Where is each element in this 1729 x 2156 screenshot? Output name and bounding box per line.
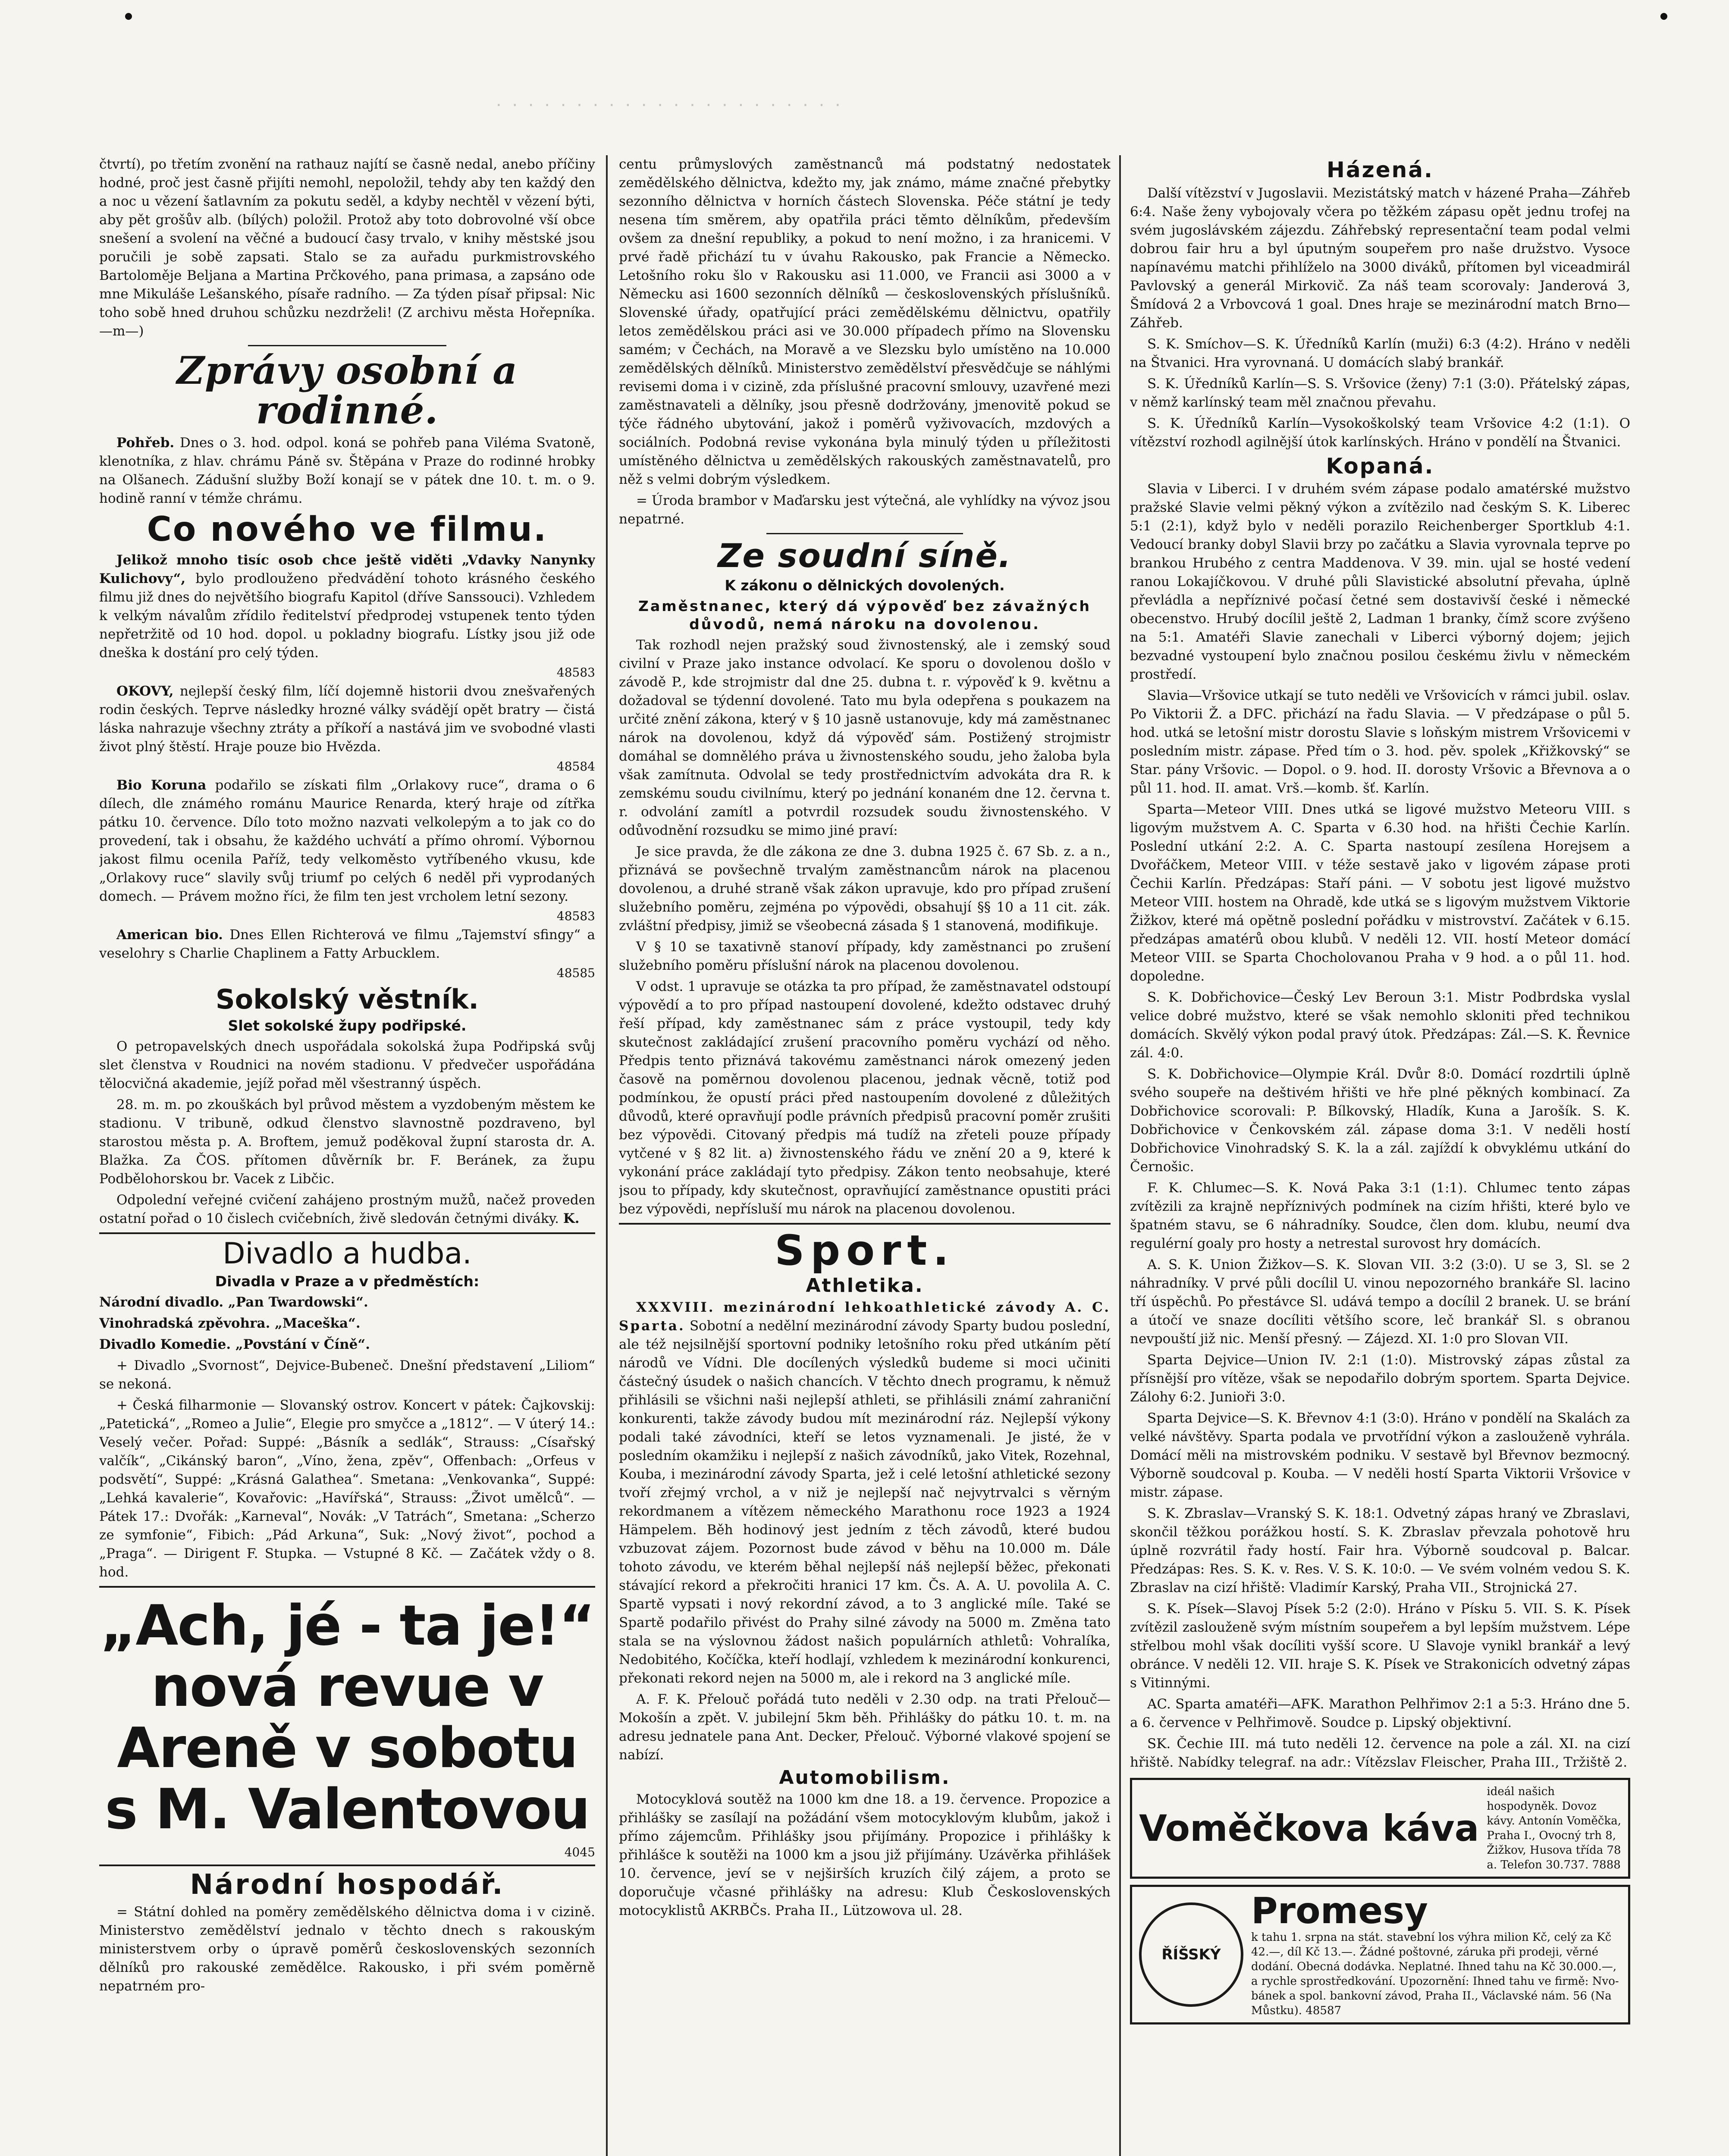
- bleed-through-text: . . . . . . . . . . . . . . . . . . . . . .: [496, 91, 843, 110]
- section-subtitle: Slet sokolské župy podřipské.: [228, 1017, 467, 1034]
- film-notice-text: bylo prodlouženo předvádění tohoto krásného českého filmu již dnes do největšího biografu Kapitol (dříve Sanssouci). Vzhledem k velkým návalům zřídilo ředitelství předprodej vstupenek tento týden nepřetržitě od 10 hod. dopol. u pokladny biografu. Lístky jsou již ode dneška k dostání pro celý týden.: [99, 570, 595, 661]
- paragraph: Slavia v Liberci. I v druhém svém zápase podalo amatérské mužstvo pražské Slavie velmi pěkný výkon a zvítězilo nad českým S. K. Liberec 5:1 (2:1), když bylo v neděli porazilo Reichenberger Sportklub 4:1. Vedoucí branky dobyl Slavii brzy po začátku a Slavia vyrovnala teprve po brankou Hrubého z centra Maddenova. V 39. min. ujal se hosté vedení ranou Lokajíčkovou. V druhé půli Slavistické absolutní převaha, úplně převládla a nepříznivé počasí četné sem dostavivší české i německé obecenstvo. Hrubý docílil ještě 2, Ladman 1 branky, čímž score zvýšeno na 5:1. Amatéři Slavie zanechali v Liberci výborný dojem; jejich bezvadné vystoupení bylo značnou posilou českému živlu v německém prostředí.: [1130, 481, 1630, 682]
- paragraph-lead: Jelikož mnoho tisíc osob chce ještě viděti „Vdavky Nanynky Kulichovy“,: [99, 552, 595, 586]
- section-title-zpravy: Zprávy osobní a rodinné.: [176, 348, 518, 433]
- paragraph: Další vítězství v Jugoslavii. Mezistátský match v házené Praha—Záhřeb 6:4. Naše ženy vybojovaly včera po těžkém zápasu opět jednu trofej na svém jugoslávském zájezdu. Záhřebský representační team podal velmi dobrou fair hru a byl úputným soupeřem pro naše družstvo. Vysoce napínavému matchi přihlíželo na 3000 diváků, přítomen byl viceadmirál Pavlovský a generál Mirkovič. Za náš team scorovaly: Janderová 3, Šmídová 2 a Vrbovcová 1 goal. Dnes hraje se mezinárodní match Brno—Záhřeb.: [1130, 185, 1630, 331]
- paragraph: 28. m. m. po zkouškách byl průvod městem a vyzdobeným městem ke stadionu. V tribuně, odkud členstvo slavnostně pozdraveno, byl starostou města p. A. Broftem, jemuž poděkoval župní starosta dr. A. Blažka. Za ČOS. přítomen důvěrník br. F. Beránek, za župu Podbělohorskou br. Vacek z Libčic.: [99, 1097, 595, 1187]
- paragraph: SK. Čechie III. má tuto neděli 12. července na pole a zál. XI. na cizí hřiště. Nabídky telegraf. na adr.: Vítězslav Fleischer, Praha III., Tržiště 2.: [1130, 1736, 1630, 1770]
- section-title-film: Co nového ve filmu.: [147, 510, 548, 549]
- section-divider: [99, 1232, 595, 1234]
- subsection-title-automobilism: Automobilism.: [779, 1766, 951, 1789]
- ad-number: 48585: [556, 965, 595, 980]
- column-1: [99, 155, 595, 2156]
- ad-number: 48584: [556, 759, 595, 774]
- obituary-text: Dnes o 3. hod. odpol. koná se pohřeb pana Viléma Svatoně, klenotníka, z hlav. chrámu Páně sv. Štěpána v Praze do rodinné hrobky na Olšanech. Zádušní služby Boží konají se v pátek dne 10. t. m. o 9. hodině ranní v témže chrámu.: [99, 435, 595, 506]
- section-divider: [99, 1865, 595, 1866]
- section-divider: [766, 533, 963, 534]
- paragraph: S. K. Úředníků Karlín—Vysokoškolský team Vršovice 4:2 (1:1). O vítězství rozhodl agilnější útok karlínských. Hráno v pondělí na Štvanici.: [1130, 415, 1630, 450]
- article-lead: Zaměstnanec, který dá výpověď bez závažných důvodů, nemá nároku na dovolenou.: [638, 597, 1091, 633]
- column-2: [619, 155, 1111, 2156]
- paragraph: S. K. Úředníků Karlín—S. S. Vršovice (ženy) 7:1 (3:0). Přátelský zápas, v němž karlínský team měl značnou převahu.: [1130, 376, 1630, 410]
- paragraph: Sparta Dejvice—S. K. Břevnov 4:1 (3:0). Hráno v pondělí na Skalách za velké návštěvy. Sparta podala ve prvotřídní výkon a zaslouženě vyhrála. Domácí měli na mistrovském podniku. V sestavě byl Břevnov bezmocný. Výborně soudcoval p. Kouba. — V neděli hostí Sparta Viktorii Vršovice v mistr. zápase.: [1130, 1410, 1630, 1500]
- paragraph-lead: Bio Koruna: [116, 777, 207, 793]
- film-notice-text: Dnes Ellen Richterová ve filmu „Tajemství sfingy“ a veselohry s Charlie Chaplinem a Fatty Arbucklem.: [99, 927, 595, 961]
- ad-line: nová revue v: [151, 1655, 543, 1720]
- section-title-narodni-hospodar: Národní hospodář.: [190, 1869, 505, 1901]
- section-divider: [248, 345, 446, 346]
- subsection-title-kopana: Kopaná.: [1326, 453, 1434, 479]
- paragraph: Sobotní a nedělní mezinárodní závody Sparty budou poslední, ale též nejsilnější sportovní podniky letošního roku před utkáním pětí národů ve Vídni. Dle docílených výsledků budeme si moci učiniti částečný úsudek o našich chancích. V těchto dnech programu, k němuž přihlásili se všichni naši nejlepší athleti, se přihlásili známí zahraniční konkurenti, takže závody budou mít mezinárodní ráz. Nejlepší výkony podali také závodníci, kteří se letos vyznamenali. Je jisté, že v posledním okamžiku i nejlepší z našich závodníků, jako Vitek, Rozehnal, Kouba, i mezinárodní závody Sparta, jež i celé letošní athletické sezony tvoří zřejmý vrchol, a v niž je nejlepší nač nejvytrvalci s věrným rekordmanem a vítězem německého Marathonu roce 1923 a 1924 Hämpelem. Běh hodinový jest jedním z těch závodů, které budou vzbuzovat zájem. Pozornost bude závod v běhu na 10.000 m. Dále tohoto závodu, ve kterém běhal nejlepší náš nejlepší běžec, překonati stávající rekord a překročiti hranici 17 km. Čs. A. A. U. povolila A. C. Spartě vypsati i nový rekordní závod, a to 3 anglické míle. Také se Spartě podařilo přivést do Prahy silné závody na 5000 m. Změna tato stala se na výslovnou žádost našich populárních athletů: Vohralíka, Nedobitého, Kočíčka, kteří hodlají, vzhledem k mezinárodní konkurenci, překonati rekord nejen na 5000 m, ale i rekord na 3 anglické míle.: [619, 1318, 1111, 1686]
- paragraph: Tak rozhodl nejen pražský soud živnostenský, ale i zemský soud civilní v Praze jako instance odvolací. Ke sporu o dovolenou došlo v závodě P., kde strojmistr dal dne 25. dubna t. r. výpověď k 9. květnu a dožadoval se týdenní dovolené. Tato mu byla odepřena s poukazem na určité znění zákona, který v § 10 jasně ustanovuje, kdy má zaměstnanec nárok na dovolenou, když dá výpověď sám. Postižený strojmistr domáhal se domnělého práva u živnostenského soudu, jeho žaloba byla však zamítnuta. Odvolal se tedy prostřednictvím advokáta dra R. k zemskému soudu civilnímu, který po jednání konaném dne 12. června t. r. odvolání zamítl a potvrdil rozsudek soudu živnostenského. V odůvodnění rozsudku se mimo jiné praví:: [619, 637, 1111, 838]
- section-title-sokol: Sokolský věstník.: [216, 983, 479, 1015]
- section-subtitle: Divadla v Praze a v předměstích:: [215, 1273, 480, 1290]
- ad-number: 4045: [564, 1845, 595, 1860]
- ad-line: Areně v sobotu: [117, 1716, 577, 1781]
- paragraph: F. K. Chlumec—S. K. Nová Paka 3:1 (1:1). Chlumec tento zápas zvítězili za krajně nepříznivých podmínek na cizím hřišti, které bylo ve špatném stavu, se 6 náhradníky. Soudce, člen dom. klubu, neumí dva regulérní goaly pro hosty a netrestal surovost hry domácích.: [1130, 1180, 1630, 1251]
- ad-title: Promesy: [1251, 1890, 1428, 1932]
- column-3: [1130, 155, 1630, 2156]
- paragraph: A. S. K. Union Žižkov—S. K. Slovan VII. 3:2 (3:0). U se 3, Sl. se 2 náhradníky. V prvé půli docílil U. vinou nepozorného brankáře Sl. lacino tří úspěchů. Po přestávce Sl. udává tempo a docílil 2 branek. U. se brání a útočí ve snaze docíliti většího score, leč brankář Sl. s obranou nevpouští již nic. Menší přesný. — Zájezd. XI. 1:0 pro Slovan VII.: [1130, 1257, 1630, 1347]
- theatre-listing: Vinohradská zpěvohra. „Maceška“.: [99, 1316, 361, 1332]
- lottery-badge-icon: ŘÍŠSKÝ: [1139, 1902, 1243, 2007]
- paragraph: Je sice pravda, že dle zákona ze dne 3. dubna 1925 č. 67 Sb. z. a n., přiznává se povšechně trvalým zaměstnancům nárok na placenou dovolenou, a druhé straně však zákon upravuje, kdo pro případ zrušení služebního poměru, zejména po výpovědi, obsahují §§ 10 a 11 cit. zák. zvláštní předpisy, jimiž se všeobecná zásada § 1 stanovená, modifikuje.: [619, 843, 1111, 934]
- section-subtitle: K zákonu o dělnických dovolených.: [725, 577, 1005, 594]
- ad-number: 48583: [556, 909, 595, 923]
- paragraph: Motocyklová soutěž na 1000 km dne 18. a 19. července. Propozice a přihlášky se zasílají na požádání všem motocyklovým klubům, jakož i přímo zájemcům. Přihlášky jsou přijímány. Propozice i přihlášky k přihlášce k soutěži na 1000 km a jsou již přijímány. Uzávěrka přihlášek 10. července, jeví se v nejširších kruzích čilý zájem, a proto se doporučuje včasné přihlášky na adresu: Klub Československých motocyklistů AKRBČs. Praha II., Lützowova ul. 28.: [619, 1791, 1111, 1918]
- ad-line: „Ach, jé - ta je!“: [100, 1594, 594, 1658]
- paragraph: Slavia—Vršovice utkají se tuto neděli ve Vršovicích v rámci jubil. oslav. Po Viktorii Ž. a DFC. přichází na řadu Slavia. — V předzápase o půl 5. hod. utká se letošní mistr dorostu Slavie s loňským mistrem Vršovicemi v posledním mistr. zápase. Před tím o 3. hod. pěv. spolek „Křižkovský“ se Star. pány Vršovic. — Dopol. o 9. hod. II. dorosty Vršovic a Břevnova a o půl 11. hod. II. amat. Vrš.—komb. šť. Karlín.: [1130, 688, 1630, 796]
- film-notice-text: podařilo se získati film „Orlakovy ruce“, drama o 6 dílech, dle známého románu Maurice Renarda, který hraje od zítřka pátku 10. července. Dílo toto možno nazvati velkolepým a to jak co do provedení, tak i obsahu, že každého uchvátí a přímo ohromí. Výbornou jakost filmu ocenila Paříž, tedy velkoměsto vytříbeného vkusu, kde „Orlakovy ruce“ slavily svůj triumf po celých 6 neděl při vyprodaných domech. — Právem možno říci, že film ten jest vrcholem letní sezony.: [99, 777, 595, 904]
- theatre-listing: Divadlo Komedie. „Povstání v Číně“.: [99, 1337, 370, 1353]
- paragraph: V odst. 1 upravuje se otázka ta pro případ, že zaměstnavatel odstoupí výpovědí a to pro případ nastoupení dovolené, kdežto odstavec druhý řeší případ, kdy zaměstnanec sám z práce vystoupil, tedy kdy skutečnost zakládající zrušení pracovního poměru vychází od něho. Předpis tento přiznává takovému zaměstnanci nárok omezený jeden časově na poměrnou dovolenou placenou, jednak věcně, totiž pod podmínkou, že opustí práci před nastoupením dovolené z důležitých důvodů, které opravňují podle právních předpisů pracovní poměr zrušiti bez výpovědi. Citovaný předpis má tudíž na zřeteli pouze případy vytčené v § 82 lit. a) živnostenského řádu ve znění 20 a 9, které k vykonání práce zakládají tyto předpisy. Zákon tento neobsahuje, které jsou to případy, kdy skutečnost, opravňující zaměstnance opustiti práci bez výpovědi, nepřísluší mu nárok na placenou dovolenou.: [619, 978, 1111, 1217]
- print-dot: [125, 13, 132, 20]
- section-title-divadlo: Divadlo a hudba.: [223, 1236, 472, 1271]
- subsection-title-hazena: Házená.: [1327, 157, 1434, 182]
- revue-advertisement: [99, 1595, 595, 1840]
- ad-text: k tahu 1. srpna na stát. stavební los výhra milion Kč, celý za Kč 42.—, díl Kč 13.—. Žádné poštovné, záruka při prodeji, věrné dodání. Obecná dodávka. Neplatné. Ihned tahu na Kč 30.000.—, a rychle sprostředkování. Upozornění: Ihned tahu ve firmě: Nvo-bánek a spol. bankovní závod, Praha II., Václavské nám. 56 (Na Můstku). 48587: [1251, 1931, 1619, 2017]
- paragraph: = Úroda brambor v Maďarsku jest výtečná, ale vyhlídky na vývoz jsou nepatrné.: [619, 493, 1111, 527]
- theatre-listing: Národní divadlo. „Pan Twardowski“.: [99, 1294, 368, 1310]
- paragraph: A. F. K. Přelouč pořádá tuto neděli v 2.30 odp. na trati Přelouč—Mokošín a zpět. V. jubilejní 5km běh. Přihlášky do pátku 10. t. m. na adresu jednatele pana Ant. Decker, Přelouč. Výborné vlakové spojení se nabízí.: [619, 1691, 1111, 1763]
- paragraph: + Divadlo „Svornost“, Dejvice-Bubeneč. Dnešní představení „Liliom“ se nekoná.: [99, 1358, 595, 1392]
- ad-line: s M. Valentovou: [105, 1777, 590, 1842]
- promesy-advertisement: [1130, 1885, 1630, 2024]
- paragraph: V § 10 se taxativně stanoví případy, kdy zaměstnanci po zrušení služebního poměru příslušní nárok na placenou dovolenou.: [619, 939, 1111, 973]
- paragraph: O petropavelských dnech uspořádala sokolská župa Podřipská svůj slet členstva v Roudnici na novém stadionu. V předvečer uspořádána tělocvičná akademie, jejíž pořad měl všestranný úspěch.: [99, 1038, 595, 1091]
- paragraph: S. K. Písek—Slavoj Písek 5:2 (2:0). Hráno v Písku 5. VII. S. K. Písek zvítězil zaslouženě svým místním soupeřem a byl lepším mužstvem. Lépe střelbou mohl však docíliti vyšší score. U Slavoje vynikl brankář a levý obránce. V neděli 12. VII. hraje S. K. Písek ve Strakonicích odvetný zápas s Vitinnými.: [1130, 1601, 1630, 1691]
- paragraph: Sparta Dejvice—Union IV. 2:1 (1:0). Mistrovský zápas zůstal za přísnější pro vítěze, však se nepodařilo dobrým sportem. Sparta Dejvice. Zálohy 6:2. Junioři 3:0.: [1130, 1352, 1630, 1405]
- paragraph-lead: XXXVIII. mezinárodní lehkoathletické závody A. C. Sparta.: [619, 1299, 1111, 1334]
- coffee-advertisement: [1130, 1778, 1630, 1879]
- ad-title: Voměčkova káva: [1139, 1807, 1479, 1849]
- paragraph-lead: American bio.: [116, 927, 223, 943]
- paragraph: S. K. Smíchov—S. K. Úředníků Karlín (muži) 6:3 (4:2). Hráno v neděli na Štvanici. Hra vyrovnaná. U domácích slabý brankář.: [1130, 336, 1630, 370]
- article-continuation: čtvrtí), po třetím zvonění na rathauz najítí se časně nedal, anebo příčiny hodné, proč jest časně přijíti nemohl, nepoložil, tehdy aby ten každý den a noc u vězení šatlavním za pokutu seděl, a kdyby nechtěl v vězení býti, aby pět grošův alb. (bílých) položil. Protož aby toto dobrovolné vší obce snešení a svolení na věčné a budoucí časy trvalo, v knihy městské jsou poručili je sobě zapsati. Stalo se za auřadu purkmistrovského Bartoloměje Beljana a Martina Prčkového, pana primasa, a zapsáno ode mne Mikuláše Lešanského, písaře radního. — Za týden písař připsal: Nic toho sobě hned druhou schůzku nezdrželi! (Z archivu města Hořepníka. —m—): [99, 157, 595, 339]
- paragraph-lead: Pohřeb.: [116, 435, 175, 451]
- column-rule: [606, 155, 608, 2156]
- section-title-soud: Ze soudní síně.: [718, 536, 1012, 575]
- paragraph: S. K. Dobřichovice—Český Lev Beroun 3:1. Mistr Podbrdska vyslal velice dobré mužstvo, které se však nemohlo skloniti před technikou domácích. Skvělý výkon podal pravý útok. Předzápas: Zál.—S. K. Řevnice zál. 4:0.: [1130, 990, 1630, 1061]
- paragraph: Odpolední veřejné cvičení zahájeno prostným mužů, načež proveden ostatní pořad o 10 čislech cvičebních, živě sledován četnými diváky.: [99, 1192, 595, 1226]
- paragraph: Sparta—Meteor VIII. Dnes utká se ligové mužstvo Meteoru VIII. s ligovým mužstvem A. C. Sparta v 6.30 hod. na hřišti Čechie Karlín. Poslední utkání 2:2. A. C. Sparta nastoupí zesílena Horejsem a Dvořáčkem, Meteor VIII. v téže sestavě jako v ligovém zápase proti Čechii Karlín. Předzápas: Staří páni. — V sobotu jest ligové mužstvo Meteor VIII. hostem na Ohradě, kde utká se s ligovým mužstvem Viktorie Žižkov, které má opětně poslední pořádku v mistrovství. Začátek v 6.15. předzápas amatérů obou klubů. V neděli 12. VII. hostí Meteor domácí Meteor VIII. se Sparta Chocholovanou Praha v 9 hod. a o půl 11. hod. dopoledne.: [1130, 802, 1630, 984]
- ad-number: 48583: [556, 665, 595, 680]
- column-rule: [1119, 155, 1121, 2156]
- signature: K.: [563, 1210, 580, 1226]
- paragraph-lead: OKOVY,: [116, 683, 174, 699]
- section-divider: [99, 1586, 595, 1588]
- paragraph: + Česká filharmonie — Slovanský ostrov. Koncert v pátek: Čajkovskij: „Patetická“, „Romeo a Julie“, Elegie pro smyčce a „1812“. — V úterý 14.: Veselý večer. Pořad: Suppé: „Básník a sedlák“, Strauss: „Císařský valčík“, „Cikánský baron“, „Víno, žena, zpěv“, Offenbach: „Orfeus v podsvětí“, Suppé: „Krásná Galathea“. Smetana: „Venkovanka“, Suppé: „Lehká kavalerie“, Kovařovic: „Havířská“, Strauss: „Život umělců“. — Pátek 17.: Dvořák: „Karneval“, Novák: „V Tatrách“, Smetana: „Scherzo ze symfonie“, Fibich: „Pád Arkuna“, Suk: „Nový život“, pochod a „Praga“. — Dirigent F. Stupka. — Vstupné 8 Kč. — Začátek vždy o 8. hod.: [99, 1398, 595, 1580]
- film-notice-text: nejlepší český film, líčí dojemně historii dvou znešvařených rodin českých. Teprve následky hrozné války svádějí opět bratry — čistá láska nahrazuje všechny ztráty a příkoří a nastává jim ve svobodné vlasti život plný štěstí. Hraje pouze bio Hvězda.: [99, 683, 595, 755]
- paragraph: = Státní dohled na poměry zemědělského dělnictva doma i v cizině. Ministerstvo zemědělství jednalo v těchto dnech s rakouským ministerstvem orby o úpravě poměrů československých sezonních dělníků pro rakouské zemědělce. Rakousko, i při svém poměrně nepatrném pro-: [99, 1904, 595, 1994]
- ad-text: ideál našich hospodyněk. Dovoz kávy. Antonín Voměčka, Praha I., Ovocný trh 8, Žižkov, Husova třída 78 a. Telefon 30.737. 7888: [1487, 1785, 1621, 1871]
- section-divider: [619, 1223, 1111, 1225]
- article-continuation: centu průmyslových zaměstnanců má podstatný nedostatek zemědělského dělnictva, kdežto my, jak známo, máme značné přebytky sezonního dělnictva v horních částech Slovenska. Péče státní je tedy nesena tím směrem, aby opatřila práci těmto dělníkům, především ovšem za dnešní republiky, a pokud to není možno, i za hranicemi. V prvé řadě přichází tu v úvahu Rakousko, pak Francie a Německo. Letošního roku šlo v Rakousku asi 11.000, ve Francii asi 3000 a v Německu asi 1600 sezonních dělníků — československých příslušníků. Slovenské úřady, opatřující práci zemědělskému dělnictvu, opatřily letos zemědělskou práci asi ve 30.000 případech přímo na Slovensku samém; v Čechách, na Moravě a ve Slezsku bylo umístěno na 10.000 zemědělských dělníků. Ministerstvo zemědělství přesvědčuje se náhlými revisemi doma i v cizině, zda příslušné pracovní smlouvy, uzavřené mezi zaměstnavateli a dělníky, jsou přesně dodržovány, jmenovitě pokud se týče řádného ubytování, jakož i poměrů vyživovacích, mzdových a sociálních. Podobná revise vykonána byla minulý týden u příležitosti umístěného dělnictva u zemědělských rakouských zaměstnavatelů, pro něž s velmi dobrým výsledkem.: [619, 157, 1111, 487]
- subsection-title-athletika: Athletika.: [806, 1274, 924, 1297]
- print-dot: [1660, 13, 1667, 20]
- paragraph: AC. Sparta amatéři—AFK. Marathon Pelhřimov 2:1 a 5:3. Hráno dne 5. a 6. července v Pelhřimově. Soudce p. Lipský objektivní.: [1130, 1696, 1630, 1730]
- section-title-sport: Sport.: [775, 1226, 955, 1275]
- paragraph: S. K. Zbraslav—Vranský S. K. 18:1. Odvetný zápas hraný ve Zbraslavi, skončil těžkou porážkou hostí. S. K. Zbraslav převzala pohotově hru úplně rozvrátil řady hostí. Fair hra. Výborně soudcoval p. Balcar. Předzápas: Res. S. K. v. Res. V. S. K. 10:0. — Ve svém volném vedou S. K. Zbraslav na cizí hřiště: Vladimír Karský, Praha VII., Strojnická 27.: [1130, 1506, 1630, 1595]
- paragraph: S. K. Dobřichovice—Olympie Král. Dvůr 8:0. Domácí rozdrtili úplně svého soupeře na deštivém hřišti ve hře plné pěkných kombinací. Za Dobřichovice scorovali: P. Bílkovský, Hladík, Kuna a Jarošík. S. K. Dobřichovice v Čenkovském zál. zápase doma 3:1. V neděli hostí Dobřichovice Vinohradský S. K. la a zál. zajíždí k obvyklému utkání do Černošic.: [1130, 1066, 1630, 1175]
